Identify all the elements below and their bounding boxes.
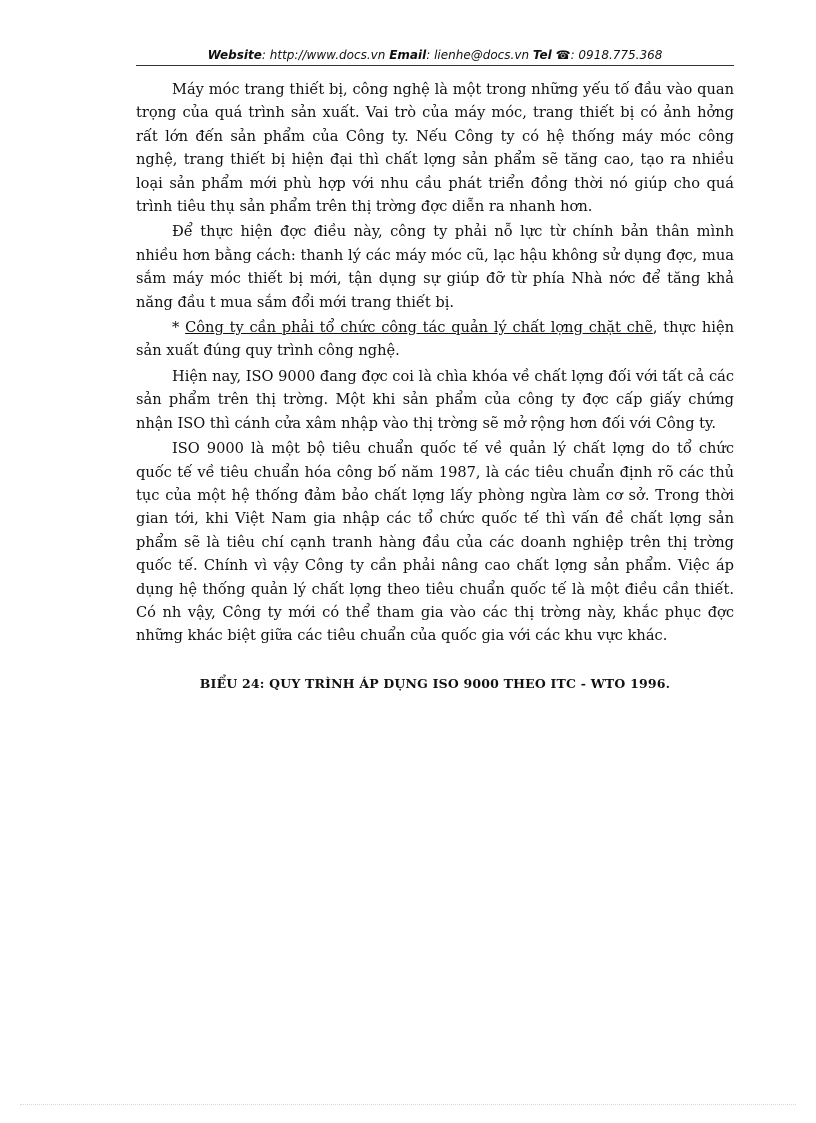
paragraph-equipment: Máy móc trang thiết bị, công nghệ là một trong những yếu tố đầu vào quan trọng của quá trình sản xuất. Vai trò của máy móc, trang thiết bị có ảnh hởng rất lớn đến sản phẩm của Công ty. Nếu Công ty có hệ thống máy móc công nghệ, trang thiết bị hiện đại thì chất lợng sản phẩm sẽ tăng cao, tạo ra nhiều loại sản phẩm mới phù hợp với nhu cầu phát triển đồng thời nó giúp cho quá trình tiêu thụ sản phẩm trên thị trờng đợc diễn ra nhanh hơn. [136,81,734,216]
email-label: Email [389,48,427,62]
email-address[interactable]: : lienhe@docs.vn [426,48,530,62]
underlined-heading: Công ty cần phải tổ chức công tác quản lý chất lợng chặt chẽ [185,319,653,337]
paragraph-iso-key: Hiện nay, ISO 9000 đang đợc coi là chìa khóa về chất lợng đối với tất cả các sản phẩm trên thị trờng. Một khi sản phẩm của công ty đợc cấp giấy chứng nhận ISO thì cánh cửa xâm nhập vào thị trờng sẽ mở rộng hơn đối với Công ty. [136,367,734,432]
paragraph-iso-standard: ISO 9000 là một bộ tiêu chuẩn quốc tế về quản lý chất lợng do tổ chức quốc tế về tiêu chuẩn hóa công bố năm 1987, là các tiêu chuẩn định rõ các thủ tục của một hệ thống đảm bảo chất lợng lấy phòng ngừa làm cơ sở. Trong thời gian tới, khi Việt Nam gia nhập các tổ chức quốc tế thì vấn đề chất lợng sản phẩm sẽ là tiêu chí cạnh tranh hàng đầu của các doanh nghiệp trên thị trờng quốc tế. Chính vì vậy Công ty cần phải nâng cao chất lợng sản phẩm. Việc áp dụng hệ thống quản lý chất lợng theo tiêu chuẩn quốc tế là một điều cần thiết. Có nh vậy, Công ty mới có thể tham gia vào các thị trờng này, khắc phục đợc những khác biệt giữa các tiêu chuẩn của quốc gia với các khu vực khác. [136,440,734,645]
paragraph-implementation: Để thực hiện đợc điều này, công ty phải nỗ lực từ chính bản thân mình nhiều hơn bằng cách: thanh lý các máy móc cũ, lạc hậu không sử dụng đợc, mua sắm máy móc thiết bị mới, tận dụng sự giúp đỡ từ phía Nhà nớc để tăng khả năng đầu t mua sắm đổi mới trang thiết bị. [136,223,734,311]
website-url[interactable]: : http://www.docs.vn [261,48,386,62]
tel-label: Tel [532,48,552,62]
paragraph-quality-suffix: , thực hiện sản xuất đúng quy trình công nghệ. [136,319,734,360]
bullet-asterisk: * [172,319,186,337]
figure-caption: BIỂU 24: QUY TRÌNH ÁP DỤNG ISO 9000 THEO ITC - WTO 1996. [199,676,671,691]
paragraph-quality-management [136,316,734,363]
footer-divider [20,1104,796,1105]
website-label: Website [207,48,262,62]
document-body [136,78,734,650]
page-header [136,48,734,62]
phone-icon: ☎ [555,48,571,62]
phone-number: : 0918.775.368 [570,48,663,62]
header-divider [136,65,734,66]
